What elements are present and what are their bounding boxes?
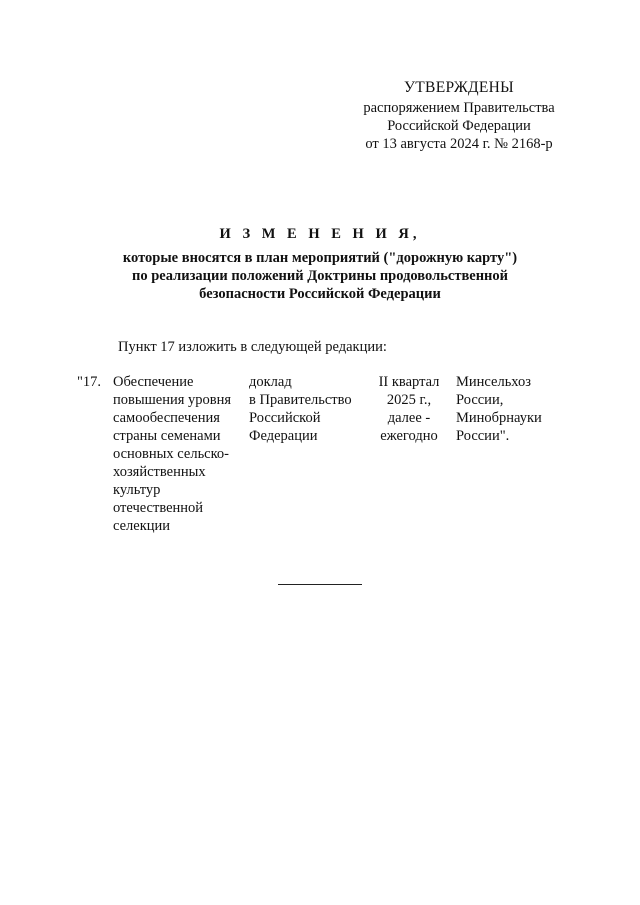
item-deadline: [369, 373, 449, 445]
task-line: хозяйственных: [113, 464, 206, 480]
form-line: Федерации: [249, 428, 318, 444]
term-line: 2025 г.,: [386, 392, 432, 408]
item-responsible: [456, 373, 576, 445]
document-subtitle: [80, 249, 560, 303]
task-line: самообеспечения: [113, 410, 220, 426]
task-line: Обеспечение: [113, 374, 194, 390]
form-line: доклад: [249, 374, 292, 390]
approval-line: Российской Федерации: [387, 118, 531, 134]
form-line: в Правительство: [249, 392, 352, 408]
item-task: [113, 373, 238, 535]
approval-line: от 13 августа 2024 г. № 2168-р: [365, 136, 553, 152]
responsible-line: России".: [456, 428, 510, 444]
task-line: основных сельско-: [113, 446, 229, 462]
task-line: культур: [113, 482, 161, 498]
document-title: И З М Е Н Е Н И Я,: [219, 226, 421, 242]
approved-heading: УТВЕРЖДЕНЫ: [404, 79, 514, 96]
responsible-line: Минсельхоз: [456, 374, 531, 390]
task-line: повышения уровня: [113, 392, 232, 408]
subtitle-line: которые вносятся в план мероприятий ("дорожную карту"): [122, 250, 518, 266]
subtitle-line: по реализации положений Доктрины продовольственной: [131, 268, 509, 284]
subtitle-line: безопасности Российской Федерации: [199, 286, 441, 302]
task-line: селекции: [113, 518, 171, 534]
approval-block: [340, 79, 578, 153]
item-report-form: [249, 373, 367, 445]
responsible-line: Минобрнауки: [456, 410, 542, 426]
term-line: ежегодно: [380, 428, 438, 444]
item-number: "17.: [77, 374, 102, 390]
end-separator-line: [278, 584, 362, 585]
approval-line: распоряжением Правительства: [363, 100, 555, 116]
form-line: Российской: [249, 410, 321, 426]
task-line: страны семенами: [113, 428, 221, 444]
term-line: далее -: [387, 410, 431, 426]
intro-paragraph: Пункт 17 изложить в следующей редакции:: [118, 339, 387, 355]
term-line: II квартал: [378, 374, 440, 390]
responsible-line: России,: [456, 392, 504, 408]
task-line: отечественной: [113, 500, 204, 516]
